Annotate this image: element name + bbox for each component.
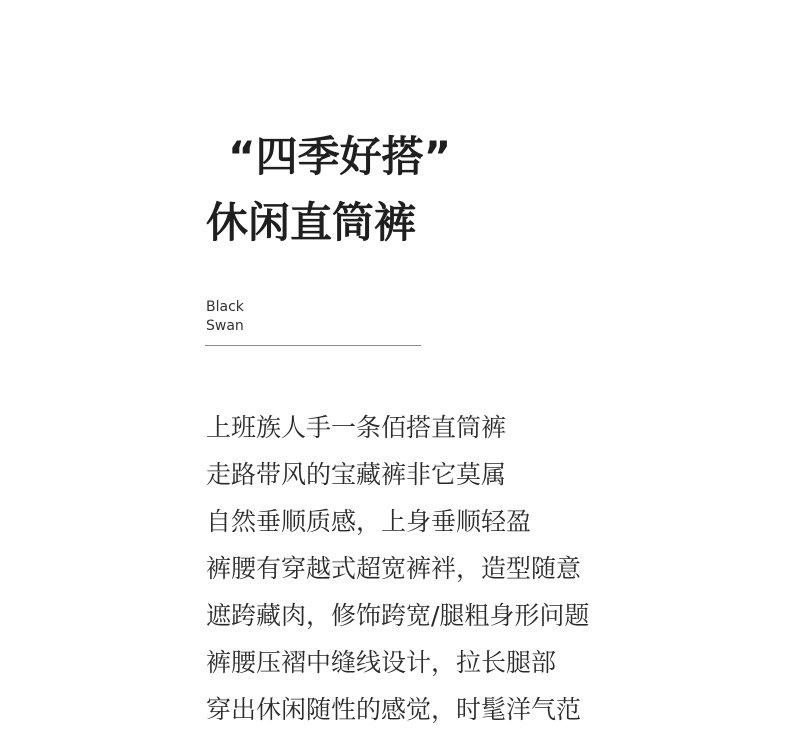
description-line: 遮跨藏肉，修饰跨宽/腿粗身形问题 — [206, 601, 590, 630]
product-title — [206, 124, 451, 256]
brand-line-1: Black — [206, 299, 244, 315]
description-line: 自然垂顺质感，上身垂顺轻盈 — [206, 507, 532, 536]
description-line: 穿出休闲随性的感觉，时髦洋气范 — [206, 695, 582, 724]
title-line-1: “四季好搭” — [228, 132, 452, 181]
brand-name — [206, 298, 421, 336]
product-description — [206, 404, 589, 733]
brand-line-2: Swan — [206, 318, 244, 334]
brand-divider — [205, 345, 421, 346]
title-line-2: 休闲直筒裤 — [206, 198, 417, 247]
description-line: 走路带风的宝藏裤非它莫属 — [206, 460, 507, 489]
description-line: 裤腰有穿越式超宽裤袢，造型随意 — [206, 554, 582, 583]
description-line: 上班族人手一条佰搭直筒裤 — [206, 413, 507, 442]
description-line: 裤腰压褶中缝线设计，拉长腿部 — [206, 648, 557, 677]
